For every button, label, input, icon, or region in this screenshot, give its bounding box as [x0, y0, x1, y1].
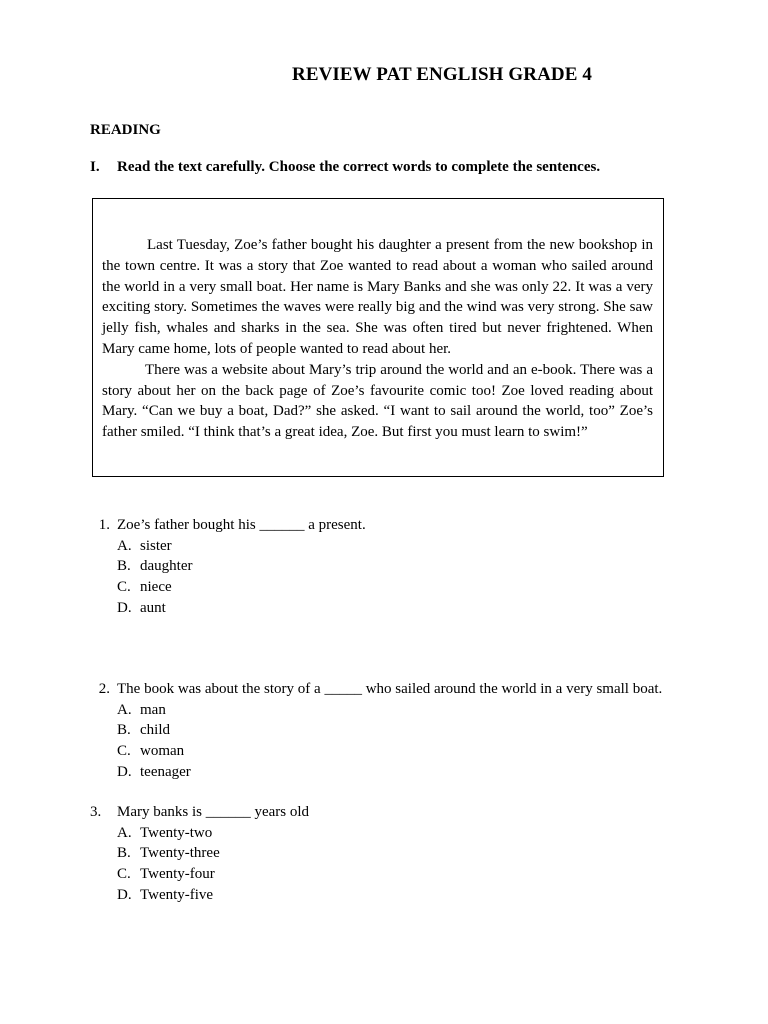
- question-1: [90, 515, 690, 619]
- option-text: Twenty-three: [140, 845, 220, 862]
- option-d[interactable]: [90, 598, 690, 619]
- passage-paragraph-2: There was a website about Mary’s trip around the world and an e-book. There was a story about her on the back page of Zoe’s favourite comic too! Zoe loved reading about Mary. “Can we buy a boat, Dad?” she asked. “I want to sail around the world, too” Zoe’s father smiled. “I think that’s a great idea, Zoe. But first you must learn to swim!”: [102, 361, 653, 441]
- option-a[interactable]: [90, 536, 690, 557]
- option-c[interactable]: [90, 741, 690, 762]
- option-b[interactable]: [90, 843, 690, 864]
- passage-paragraph-1: Last Tuesday, Zoe’s father bought his daughter a present from the new bookshop in the town centre. It was a story that Zoe wanted to read about a woman who sailed around the world in a very small boat. Her name is Mary Banks and she was only 22. It was a very exciting story. Sometimes the waves were really big and the wind was very strong. She saw jelly fish, whales and sharks in the sea. She was often tired but never frightened. When Mary came home, lots of people wanted to read about her.: [102, 237, 653, 357]
- option-letter: D.: [117, 886, 132, 903]
- option-letter: B.: [117, 722, 131, 739]
- question-3: [90, 802, 690, 906]
- instruction-text: Read the text carefully. Choose the correct words to complete the sentences.: [117, 159, 601, 175]
- question-number: 3.: [90, 804, 102, 820]
- option-a[interactable]: [90, 700, 690, 721]
- question-text: Zoe’s father bought his ______ a present.: [117, 517, 366, 533]
- option-text: aunt: [140, 599, 166, 616]
- option-letter: C.: [117, 743, 131, 760]
- option-text: teenager: [140, 763, 191, 780]
- instruction: [90, 159, 690, 176]
- option-letter: A.: [117, 824, 132, 841]
- option-letter: C.: [117, 866, 131, 883]
- section-heading: READING: [90, 122, 161, 138]
- question-number: 1.: [98, 517, 110, 533]
- option-text: daughter: [140, 558, 193, 575]
- option-text: Twenty-four: [140, 866, 215, 883]
- question-number: 2.: [98, 681, 110, 697]
- option-letter: B.: [117, 558, 131, 575]
- question-text: The book was about the story of a _____ who sailed around the world in a very small boat.: [117, 681, 663, 697]
- option-c[interactable]: [90, 577, 690, 598]
- option-d[interactable]: [90, 762, 690, 783]
- option-text: child: [140, 722, 170, 739]
- option-text: Twenty-five: [140, 886, 214, 903]
- option-letter: B.: [117, 845, 131, 862]
- option-b[interactable]: [90, 556, 690, 577]
- option-d[interactable]: [90, 885, 690, 906]
- reading-passage: [92, 198, 664, 477]
- option-text: man: [140, 701, 166, 718]
- option-b[interactable]: [90, 720, 690, 741]
- option-a[interactable]: [90, 823, 690, 844]
- option-c[interactable]: [90, 864, 690, 885]
- option-text: Twenty-two: [140, 824, 213, 841]
- option-text: niece: [140, 579, 172, 596]
- page-title: REVIEW PAT ENGLISH GRADE 4: [292, 64, 592, 85]
- question-2: [90, 679, 690, 783]
- option-letter: D.: [117, 763, 132, 780]
- option-letter: C.: [117, 579, 131, 596]
- option-letter: D.: [117, 599, 132, 616]
- instruction-number: I.: [90, 159, 100, 175]
- option-text: woman: [140, 743, 185, 760]
- option-letter: A.: [117, 537, 132, 554]
- question-text: Mary banks is ______ years old: [117, 804, 310, 820]
- option-text: sister: [140, 537, 172, 554]
- option-letter: A.: [117, 701, 132, 718]
